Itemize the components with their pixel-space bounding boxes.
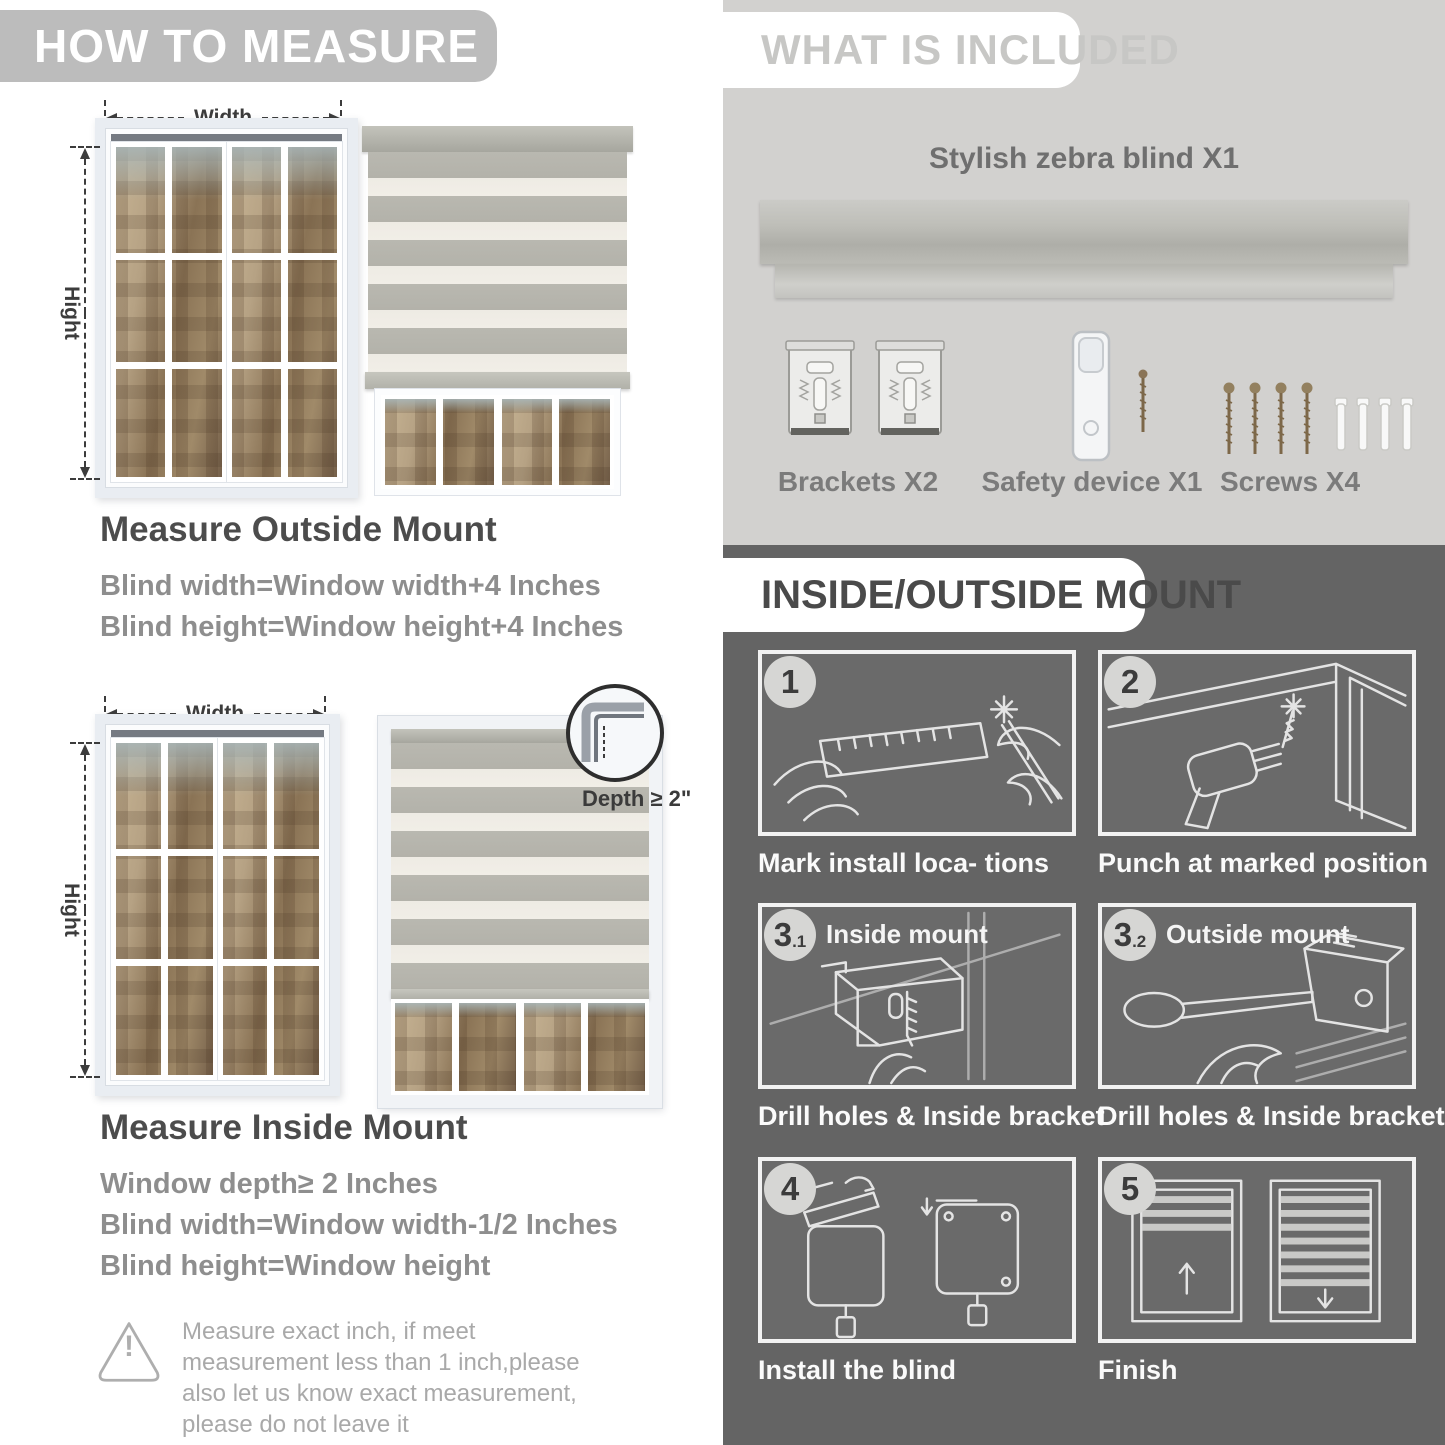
- window-sash: [111, 142, 227, 482]
- height-label: Hight: [59, 883, 83, 937]
- step-1-caption: Mark install loca- tions: [758, 848, 1050, 878]
- outside-width-formula: Blind width=Window width+4 Inches: [100, 570, 601, 602]
- step-3-1-title: Inside mount: [826, 919, 988, 949]
- arrow-up-icon: [80, 744, 90, 755]
- what-is-included-section: [723, 0, 1445, 545]
- brackets-label: Brackets X2: [777, 466, 939, 497]
- step-3-2-title: Outside mount: [1166, 919, 1350, 949]
- step-4-caption: Install the blind: [758, 1355, 957, 1385]
- step-3-2-panel: [1098, 903, 1416, 1089]
- inside-height-formula: Blind height=Window height: [100, 1250, 491, 1282]
- arrow-down-icon: [80, 1065, 90, 1076]
- step-3-2-caption: Drill holes & Inside bracket: [1098, 1101, 1445, 1131]
- window-below-blind: [375, 389, 620, 495]
- window-sash: [218, 738, 325, 1080]
- height-annotation-outside: [59, 146, 100, 480]
- zebra-blind-outside-illustration: [362, 126, 633, 495]
- step-1: [758, 650, 1076, 879]
- step-5-panel: [1098, 1157, 1416, 1343]
- step-number-badge: 4: [764, 1163, 816, 1215]
- safety-device-label: Safety device X1: [981, 466, 1203, 497]
- what-is-included-header: WHAT IS INCLUDED: [723, 12, 1080, 88]
- inside-mount-title: Measure Inside Mount: [100, 1108, 468, 1147]
- depth-label: Depth ≥ 2": [582, 786, 692, 811]
- step-2-caption: Punch at marked position: [1098, 848, 1429, 878]
- screws-icon: [1215, 376, 1415, 464]
- arrow-down-icon: [80, 467, 90, 478]
- step-number-badge: 5: [1104, 1163, 1156, 1215]
- measure-warning: [96, 1316, 582, 1440]
- step-5-caption: Finish: [1098, 1355, 1178, 1385]
- blind-stripes: [368, 152, 627, 372]
- blind-headrail-bottom: [775, 264, 1393, 298]
- inside-width-formula: Blind width=Window width-1/2 Inches: [100, 1209, 618, 1241]
- outside-height-formula: Blind height=Window height+4 Inches: [100, 611, 624, 643]
- warning-triangle-icon: [96, 1316, 162, 1391]
- arrow-up-icon: [80, 148, 90, 159]
- window-top-rail: [111, 134, 342, 142]
- step-3-2: [1098, 903, 1445, 1132]
- height-label: Hight: [59, 286, 83, 340]
- product-label: Stylish zebra blind X1: [928, 142, 1240, 175]
- window-illustration-outside: [95, 118, 358, 498]
- outside-mount-title: Measure Outside Mount: [100, 510, 497, 549]
- step-4: [758, 1157, 1076, 1386]
- brackets-icon: [785, 336, 947, 458]
- step-5: [1098, 1157, 1416, 1386]
- window-top-rail: [111, 730, 324, 738]
- blind-bottom-bar: [391, 989, 649, 999]
- window-illustration-inside: [95, 714, 340, 1096]
- depth-magnifier-icon: [566, 684, 664, 782]
- window-below-blind: [391, 999, 649, 1095]
- inside-mount-text: [100, 1108, 618, 1287]
- blind-cassette: [362, 126, 633, 152]
- step-3-1-caption: Drill holes & Inside bracket: [758, 1101, 1105, 1131]
- right-column: [723, 0, 1445, 1445]
- step-number-badge: 2: [1104, 656, 1156, 708]
- how-to-measure-header: HOW TO MEASURE: [0, 10, 497, 82]
- window-sash: [227, 142, 343, 482]
- step-3-1: [758, 903, 1105, 1132]
- mount-steps-section: [723, 545, 1445, 1445]
- step-number-badge: 3 .2: [1104, 909, 1156, 961]
- blind-headrail-image: [760, 200, 1408, 264]
- warning-text: Measure exact inch, if meet measurement less than 1 inch,please also let us know exact measurement, please do not leave it: [182, 1318, 580, 1438]
- window-sash: [111, 738, 218, 1080]
- exclamation-mark: !: [124, 1330, 134, 1363]
- step-2: [1098, 650, 1429, 879]
- screws-label: Screws X4: [1219, 466, 1361, 497]
- outside-mount-text: [100, 510, 623, 648]
- step-number-badge: 3 .1: [764, 909, 816, 961]
- inside-depth-rule: Window depth≥ 2 Inches: [100, 1168, 438, 1200]
- safety-device-icon: [1043, 328, 1173, 468]
- step-number-badge: 1: [764, 656, 816, 708]
- height-annotation-inside: [59, 742, 100, 1078]
- step-1-panel: [758, 650, 1076, 836]
- step-3-1-panel: [758, 903, 1076, 1089]
- mount-section-header: INSIDE/OUTSIDE MOUNT: [723, 558, 1145, 632]
- step-2-panel: [1098, 650, 1416, 836]
- blind-bottom-bar: [365, 372, 630, 389]
- step-4-panel: [758, 1157, 1076, 1343]
